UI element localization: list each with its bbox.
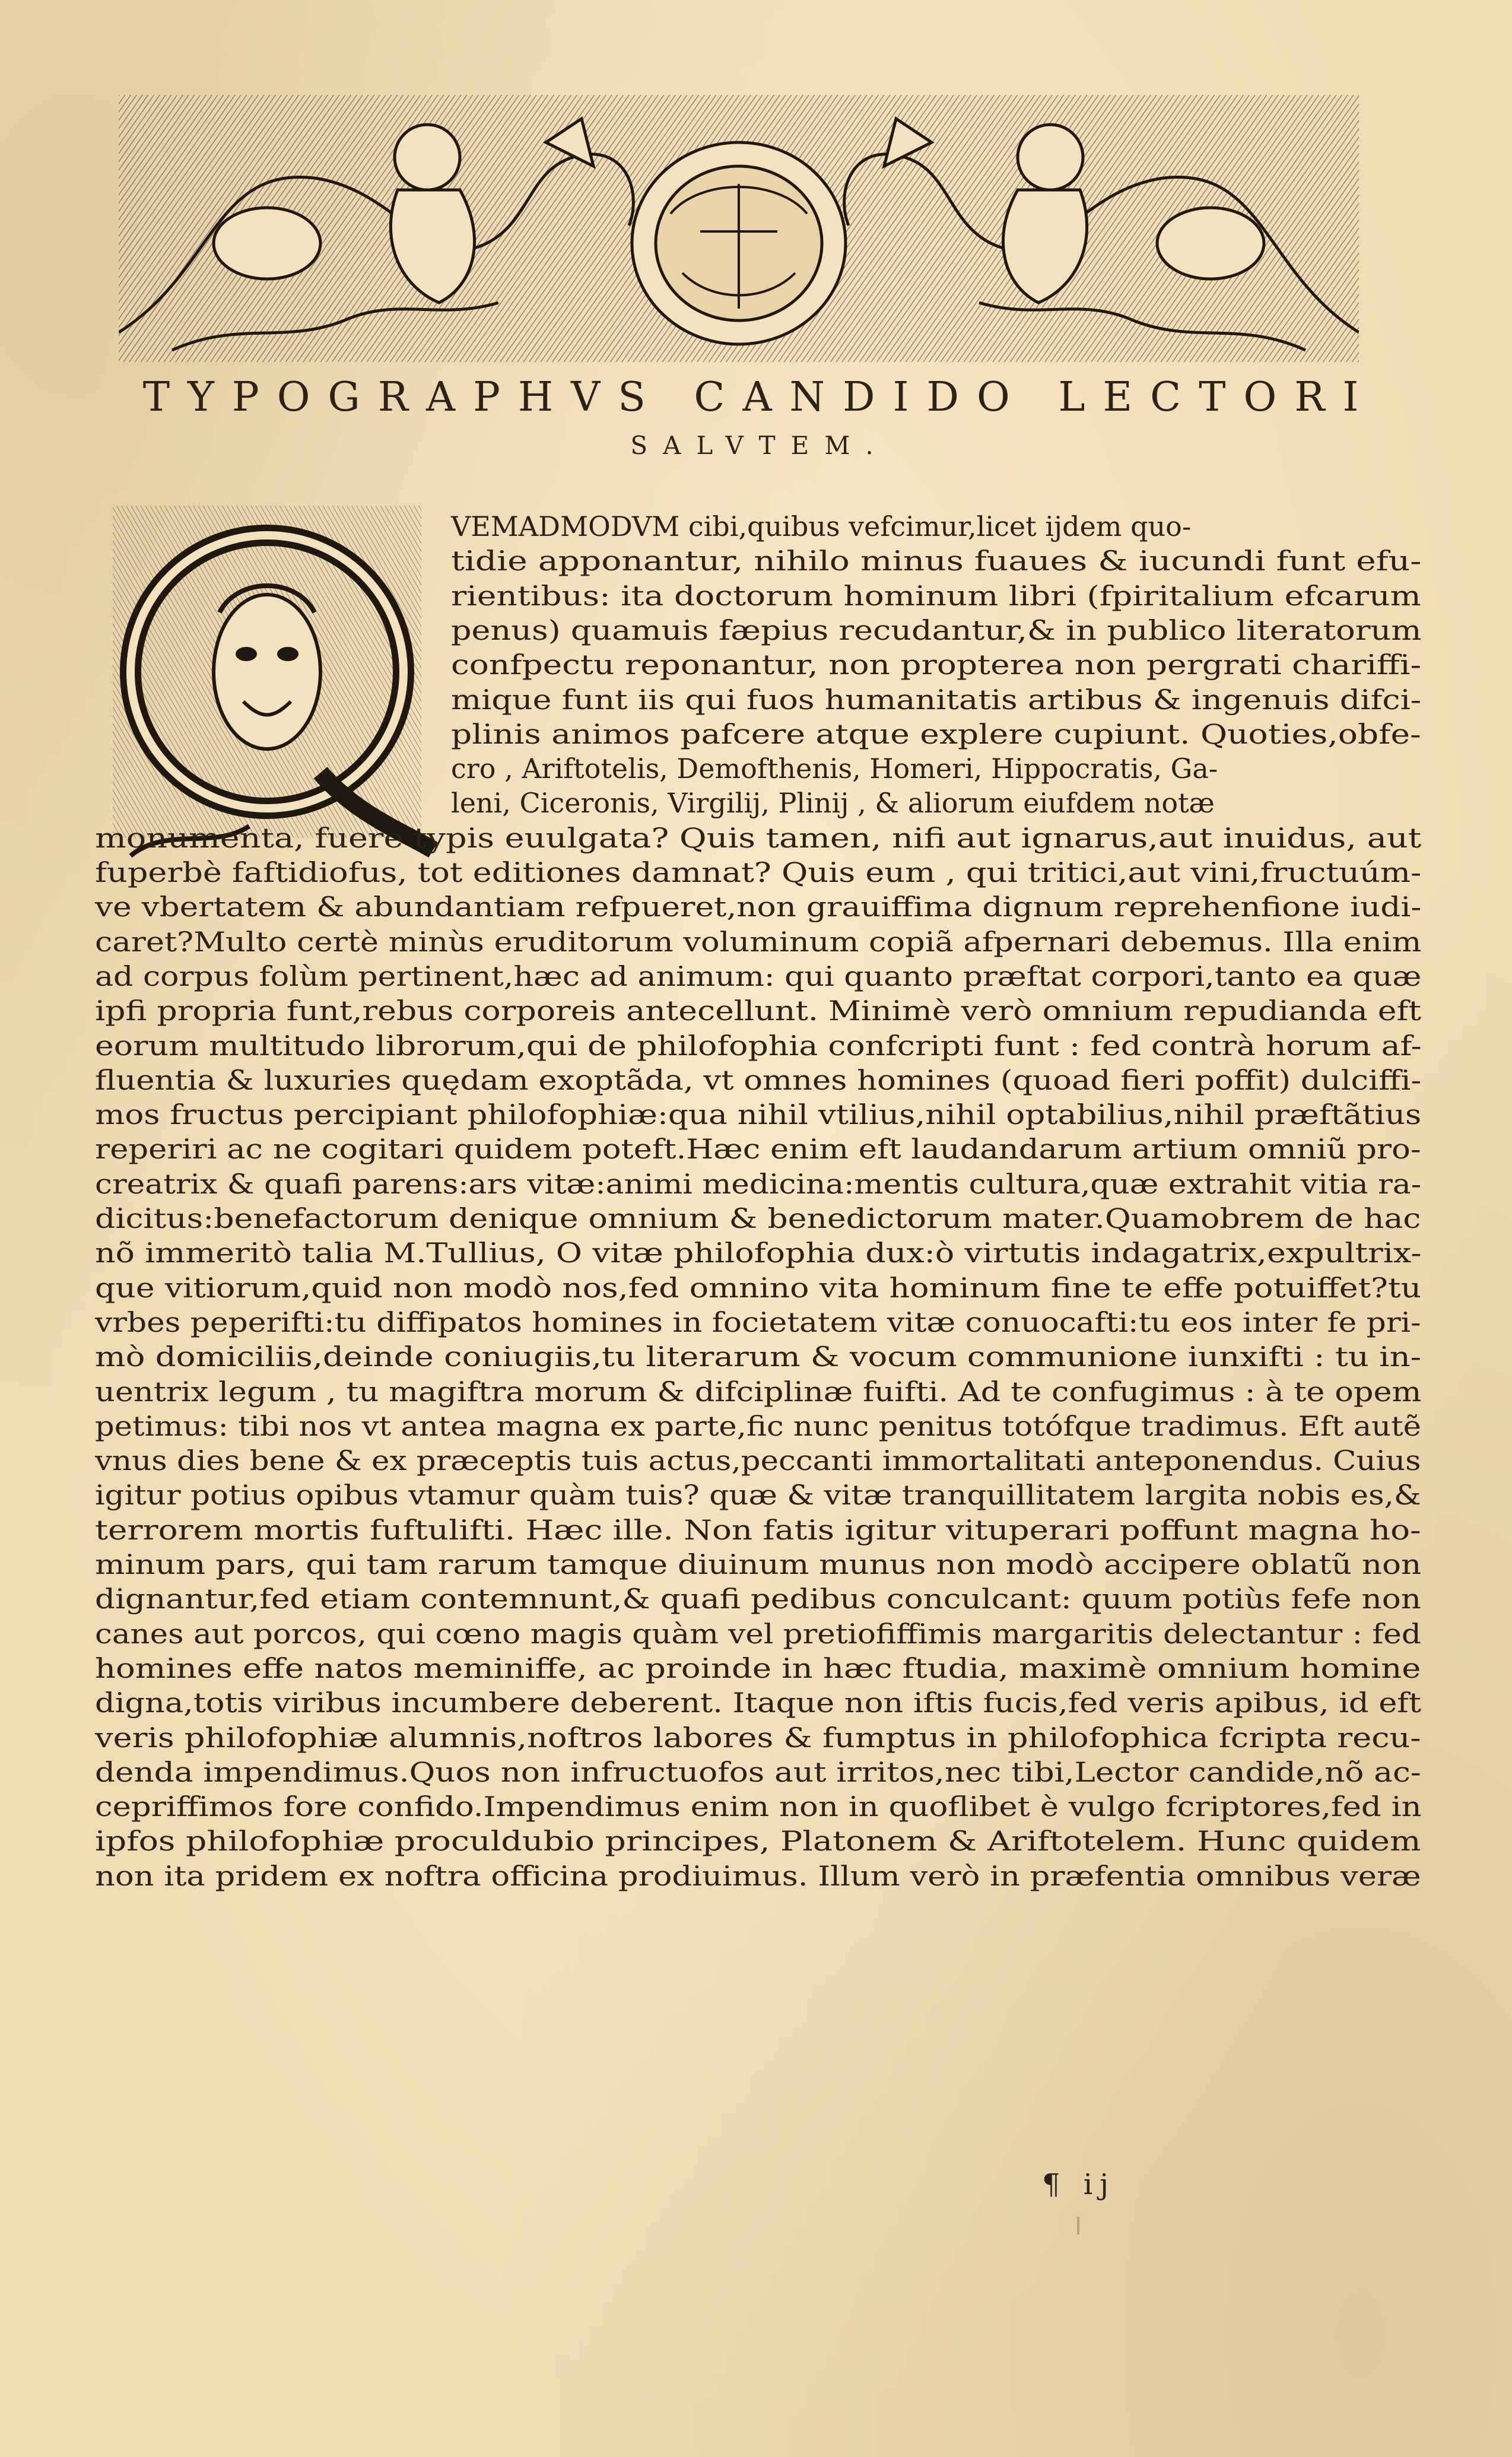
text-line: fuperbè faftidiofus, tot editiones damnat? Quis eum , qui tritici,aut vini,fructuúm- [95,856,1422,888]
text-line: petimus: tibi nos vt antea magna ex parte,fic nunc penitus totófque tradimus. Eft autẽ [95,1410,1421,1442]
text-line: VEMADMODVM cibi,quibus vefcimur,licet ijdem quo- [451,510,1192,542]
text-line: vrbes peperifti:tu diffipatos homines in focietatem vitæ conuocafti:tu eos inter fe pri- [95,1306,1421,1338]
text-line: vnus dies bene & ex præceptis tuis actus,peccanti immortalitati anteponendus. Cuius [95,1445,1421,1477]
text-line: ipfi propria funt,rebus corporeis antecellunt. Minimè verò omnium repudianda eft [95,995,1421,1027]
text-line: creatrix & quafi parens:ars vitæ:animi medicina:mentis cultura,quæ extrahit vitia ra- [95,1167,1422,1200]
text-line: cro , Ariftotelis, Demofthenis, Homeri, Hippocratis, Ga- [451,753,1218,785]
text-line: igitur potius opibus vtamur quàm tuis? quæ & vitæ tranquillitatem largita nobis es,& [95,1479,1421,1512]
text-line: plinis animos pafcere atque explere cupiunt. Quoties,obfe- [451,718,1421,750]
text-line: leni, Ciceronis, Virgilij, Plinij , & aliorum eiufdem notæ [451,787,1215,820]
text-line: digna,totis viribus incumbere deberent. Itaque non iftis fucis,fed veris apibus, id eft [95,1687,1421,1719]
text-line: canes aut porcos, qui cœno magis quàm vel pretiofiffimis margaritis delectantur : fed [95,1617,1421,1650]
signature-mark: ¶ ij [1042,2168,1116,2201]
ornamental-headpiece [119,95,1359,362]
text-line: ad corpus folùm pertinent,hæc ad animum: qui quanto præftat corpori,tanto ea quæ [95,960,1422,992]
page-subheading: SALVTEM. [630,431,889,460]
text-line: veris philofophiæ alumnis,noftros labores & fumptus in philofophica fcripta recu- [95,1721,1421,1754]
text-line: caret?Multo certè minùs eruditorum voluminum copiã afpernari debemus. Illa enim [95,925,1422,958]
text-line: que vitiorum,quid non modò nos,fed omnino vita hominum fine te effe potuiffet?tu [95,1271,1422,1304]
page-heading: TYPOGRAPHVS CANDIDO LECTORI [142,374,1377,421]
text-line: dicitus:benefactorum denique omnium & benedictorum mater.Quamobrem de hac [95,1202,1421,1234]
text-line: mos fructus percipiant philofophiæ:qua nihil vtilius,nihil optabilius,nihil præftãtius [95,1099,1422,1131]
text-line: cepriffimos fore confido.Impendimus enim non in quoflibet è vulgo fcriptores,fed in [95,1791,1422,1823]
text-line: denda impendimus.Quos non infructuofos aut irritos,nec tibi,Lector candide,nõ ac- [95,1756,1421,1788]
initial-q-ornament-icon [95,494,439,868]
text-line: tidie apponantur, nihilo minus fuaues & iucundi funt efu- [451,545,1422,577]
text-line: confpectu reponantur, non propterea non pergrati chariffi- [451,649,1422,681]
decorated-initial-q [95,494,439,868]
text-line: non ita pridem ex noftra officina prodiuimus. Illum verò in præfentia omnibus veræ [95,1859,1421,1892]
text-line: uentrix legum , tu magiftra morum & difciplinæ fuifti. Ad te confugimus : à te opem [95,1375,1422,1408]
text-line: ve vbertatem & abundantiam refpueret,non grauiffima dignum reprehenfione iudi- [95,891,1422,923]
catchword-mark [1077,2217,1079,2234]
text-line: reperiri ac ne cogitari quidem poteft.Hæc enim eft laudandarum artium omniũ pro- [95,1133,1421,1166]
text-line: mique funt iis qui fuos humanitatis artibus & ingenuis difci- [451,683,1422,716]
text-line: minum pars, qui tam rarum tamque diuinum munus non modò accipere oblatũ non [95,1548,1422,1580]
text-line: nõ immeritò talia M.Tullius, O vitæ philofophia dux:ò virtutis indagatrix,expultrix- [95,1237,1422,1269]
text-line: penus) quamuis fæpius recudantur,& in publico literatorum [451,614,1422,646]
text-line: terrorem mortis fuftulifti. Hæc ille. Non fatis igitur vituperari poffunt magna ho- [95,1513,1421,1546]
text-line: dignantur,fed etiam contemnunt,& quafi pedibus conculcant: quum potiùs fefe non [95,1583,1421,1615]
text-line: ipfos philofophiæ proculdubio principes, Platonem & Ariftotelem. Hunc quidem [95,1825,1421,1858]
headpiece-ornament-icon [119,95,1359,362]
text-line: monumenta, fuere typis euulgata? Quis tamen, nifi aut ignarus,aut inuidus, aut [95,821,1422,854]
text-line: fluentia & luxuries quędam exoptãda, vt omnes homines (quoad fieri poffit) dulciffi- [95,1064,1422,1096]
text-line: homines effe natos meminiffe, ac proinde in hæc ftudia, maximè omnium homine [95,1652,1421,1684]
text-line: mò domiciliis,deinde coniugiis,tu literarum & vocum communione iunxifti : tu in- [95,1341,1422,1373]
text-line: rientibus: ita doctorum hominum libri (fpiritalium efcarum [451,579,1421,612]
text-line: eorum multitudo librorum,qui de philofophia confcripti funt : fed contrà horum af- [95,1029,1422,1062]
